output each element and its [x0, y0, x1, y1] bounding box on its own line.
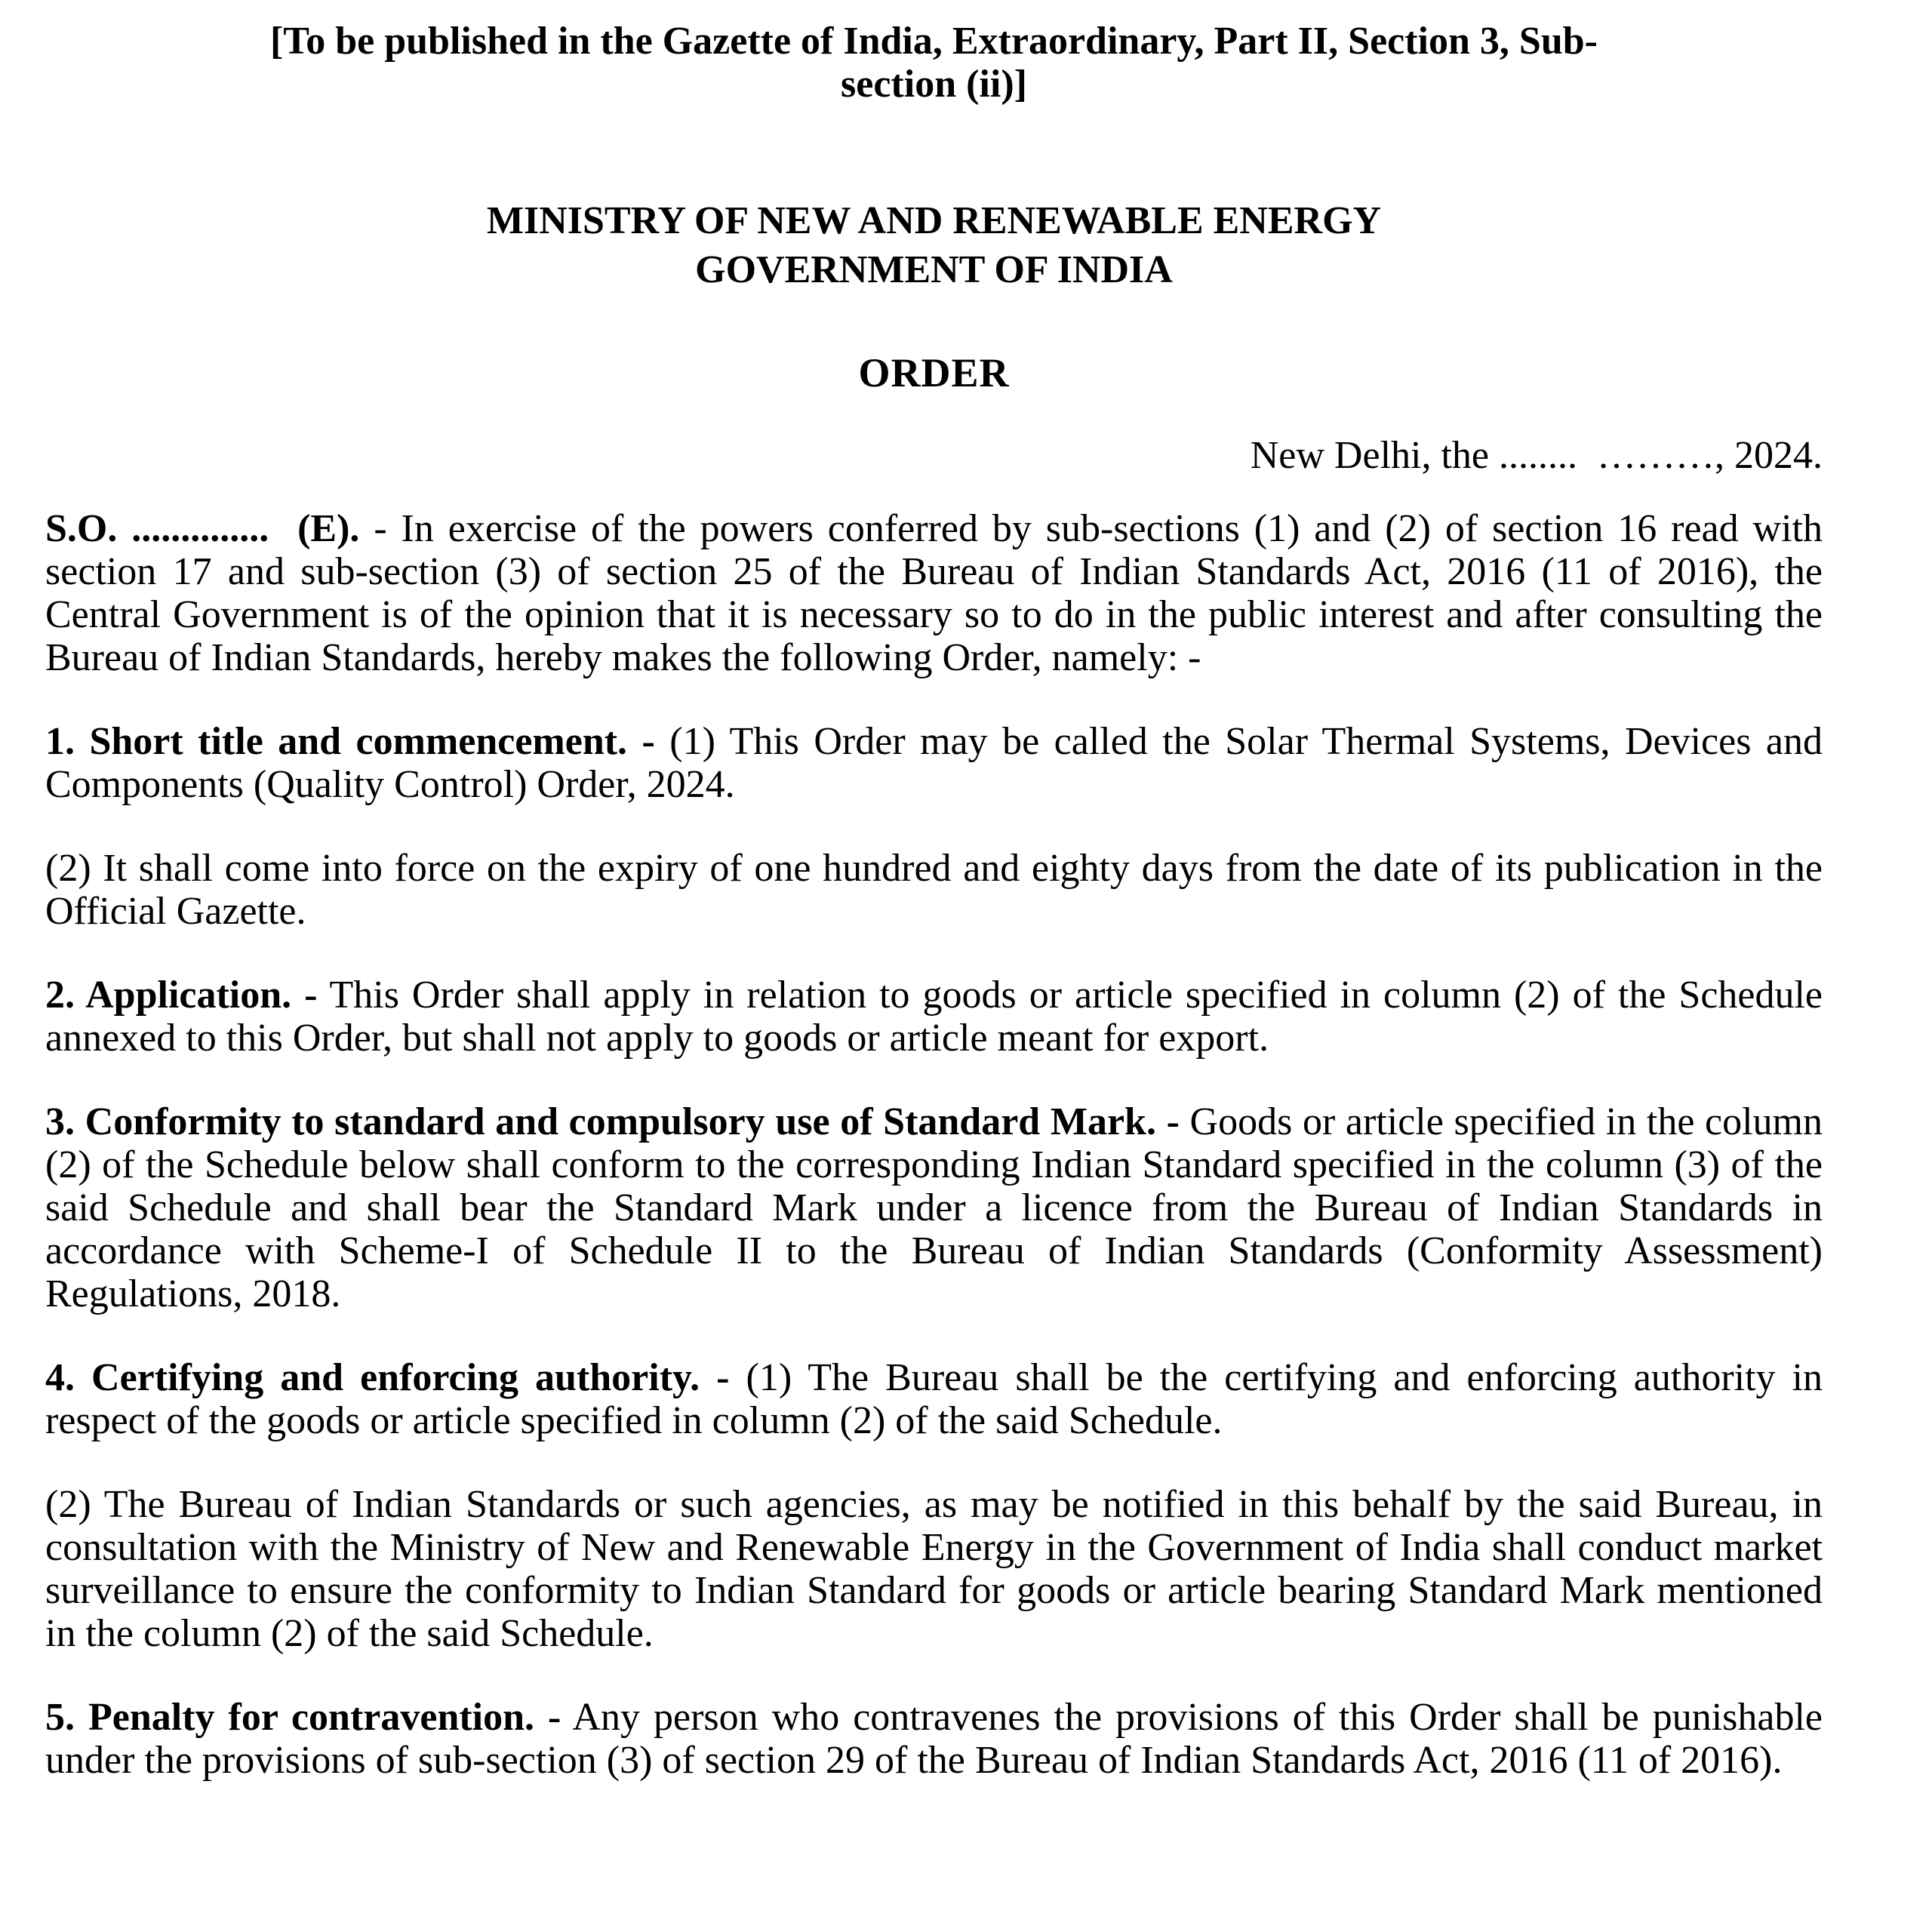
gazette-publication-note-line2: section (ii)] [841, 63, 1027, 106]
paragraph-text: Goods or article specified in the column (2) of the Schedule below shall conform to the corresponding Indian Standard specified in the column (3) of the said Schedule and shall bear the Standard Mark under a licence from the Bureau of Indian Standards in accordance with Scheme-I of Schedule II to the Bureau of Indian Standards (Conformity Assessment) Regulations, 2018. [45, 1100, 1823, 1315]
ministry-block [45, 196, 1823, 294]
order-paragraph [45, 1100, 1823, 1315]
paragraph-text: (1) The Bureau shall be the certifying and enforcing authority in respect of the goods or article specified in column (2) of the said Schedule. [45, 1356, 1823, 1442]
order-heading: ORDER [858, 350, 1010, 395]
order-paragraph [45, 1356, 1823, 1442]
gazette-publication-note [45, 20, 1823, 106]
paragraph-text: (1) This Order may be called the Solar Thermal Systems, Devices and Components (Quality Control) Order, 2024. [45, 720, 1823, 806]
ministry-heading: MINISTRY OF NEW AND RENEWABLE ENERGY [486, 199, 1382, 242]
paragraph-lead-bold: 2. Application. - [45, 974, 318, 1017]
paragraph-text: - In exercise of the powers conferred by sub-sections (1) and (2) of section 16 read with section 17 and sub-section (3) of section 25 of the Bureau of Indian Standards Act, 2016 (11 of 2016), the Central Government is of the opinion that it is necessary so to do in the public interest and after consulting the Bureau of Indian Standards, hereby makes the following Order, namely: - [45, 507, 1823, 679]
order-paragraph [45, 847, 1823, 933]
gazette-publication-note-line1: [To be published in the Gazette of India, Extraordinary, Part II, Section 3, Sub- [269, 20, 1598, 63]
order-paragraph [45, 974, 1823, 1060]
paragraph-lead-bold: 4. Certifying and enforcing authority. - [45, 1356, 730, 1399]
paragraph-lead-bold: 5. Penalty for contravention. - [45, 1696, 561, 1739]
government-heading: GOVERNMENT OF INDIA [695, 248, 1173, 291]
paragraph-text: This Order shall apply in relation to goods or article specified in column (2) of the Schedule annexed to this Order, but shall not apply to goods or article meant for export. [45, 974, 1823, 1060]
order-paragraph [45, 507, 1823, 679]
paragraph-lead-bold: S.O. .............. (E). [45, 507, 360, 550]
paragraph-lead-bold: 1. Short title and commencement. - [45, 720, 655, 763]
date-place-line: New Delhi, the ........ ………, 2024. [1250, 434, 1823, 477]
order-paragraph [45, 720, 1823, 806]
paragraph-text: Any person who contravenes the provisions of this Order shall be punishable under the provisions of sub-section (3) of section 29 of the Bureau of Indian Standards Act, 2016 (11 of 2016). [45, 1696, 1823, 1782]
paragraph-text: (2) It shall come into force on the expiry of one hundred and eighty days from the date of its publication in the Official Gazette. [45, 847, 1823, 933]
order-paragraph [45, 1483, 1823, 1655]
order-body [45, 507, 1823, 1782]
paragraph-lead-bold: 3. Conformity to standard and compulsory use of Standard Mark. - [45, 1100, 1180, 1143]
paragraph-text: (2) The Bureau of Indian Standards or such agencies, as may be notified in this behalf by the said Bureau, in consultation with the Ministry of New and Renewable Energy in the Government of India shall conduct market surveillance to ensure the conformity to Indian Standard for goods or article bearing Standard Mark mentioned in the column (2) of the said Schedule. [45, 1483, 1823, 1655]
order-paragraph [45, 1696, 1823, 1782]
